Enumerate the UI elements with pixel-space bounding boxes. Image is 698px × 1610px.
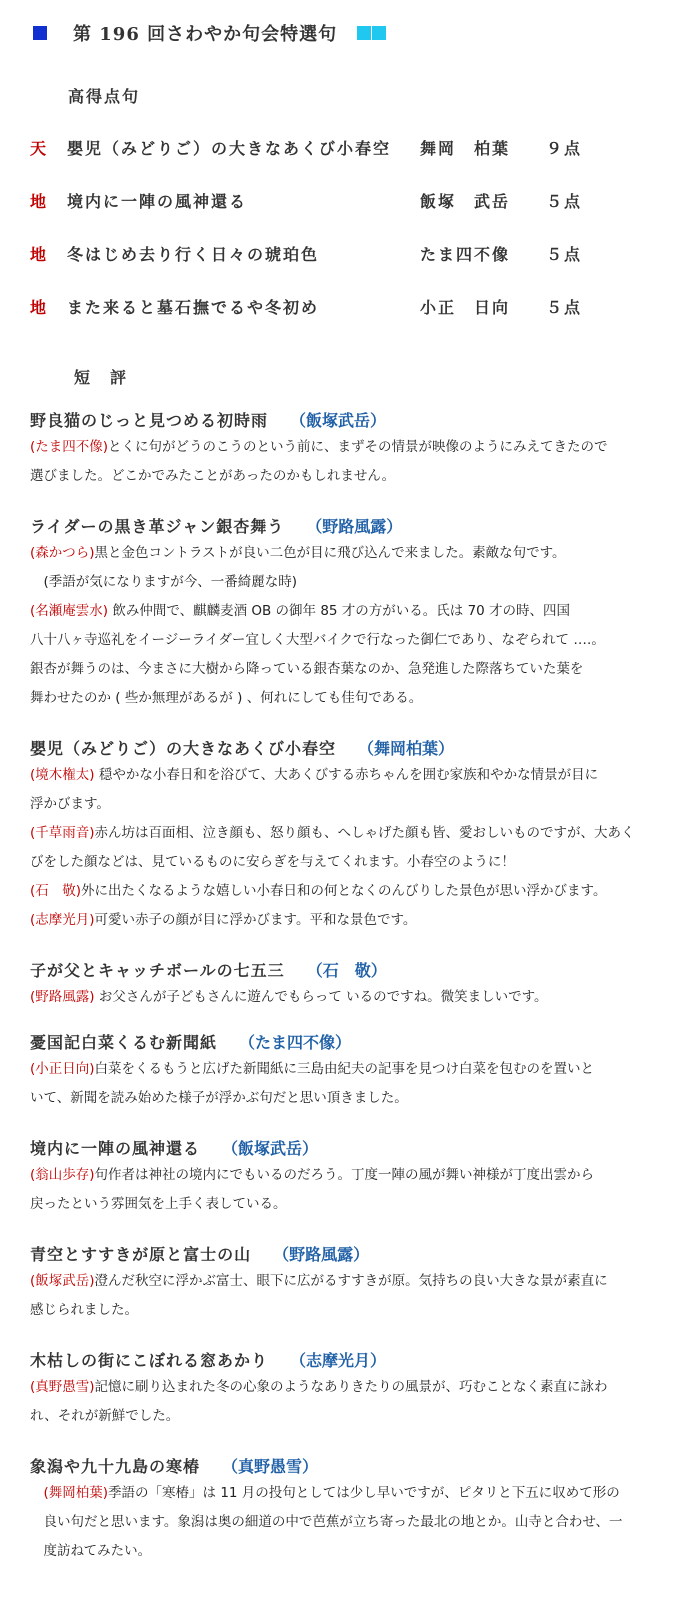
critique-author: （野路風露） bbox=[273, 1245, 370, 1264]
commenter-name: (たま四不像) bbox=[30, 439, 109, 455]
comment-text: 八十八ヶ寺巡礼をイージーライダー宜しく大型バイクで行なった御仁であり、なぞられて ‥‥。 bbox=[30, 632, 605, 648]
commenter-name: (境木権太) bbox=[30, 767, 95, 783]
critique-comment bbox=[30, 761, 670, 935]
comment-text: とくに句がどうのこうのという前に、まずその情景が映像のようにみえてきたので bbox=[108, 439, 608, 455]
haiku-author: 舞岡 柏葉 bbox=[420, 139, 511, 158]
haiku-author: 飯塚 武岳 bbox=[420, 192, 511, 211]
critique-haiku: 野良猫のじっと見つめる初時雨 bbox=[30, 411, 269, 430]
critique-haiku-title bbox=[30, 1242, 369, 1265]
comment-text: 銀杏が舞うのは、今まさに大樹から降っている銀杏葉なのか、急発進した際落ちていた葉を bbox=[30, 661, 584, 677]
critique-author: （舞岡柏葉） bbox=[358, 739, 455, 758]
critique-haiku-title bbox=[30, 736, 454, 759]
critique-comment bbox=[30, 1479, 670, 1566]
comment-text: 浮かびます。 bbox=[30, 796, 110, 812]
haiku-score: ５点 bbox=[546, 298, 583, 317]
comment-text: 赤ん坊は百面相、泣き顔も、怒り顔も、へしゃげた顔も皆、愛おしいものですが、大あく bbox=[94, 825, 635, 841]
comment-text: 黒と金色コントラストが良い二色が目に飛び込んで来ました。素敵な句です。 bbox=[94, 545, 566, 561]
critique-haiku: ライダーの黒き革ジャン銀杏舞う bbox=[30, 517, 285, 536]
cyan-square-icon bbox=[357, 26, 371, 40]
haiku-score: ９点 bbox=[546, 139, 583, 158]
critique-haiku: 嬰児（みどりご）の大きなあくび小春空 bbox=[30, 739, 337, 758]
critique-haiku: 子が父とキャッチボールの七五三 bbox=[30, 961, 285, 980]
commenter-name: (飯塚武岳) bbox=[30, 1273, 95, 1289]
comment-text: 季語の「寒椿」は 11 月の投句としては少し早いですが、ピタリと下五に収めて形の bbox=[108, 1485, 620, 1501]
critique-comment bbox=[30, 1267, 670, 1325]
critique-author: （飯塚武岳） bbox=[222, 1139, 319, 1158]
critique-comment bbox=[30, 433, 670, 491]
commenter-name: (森かつら) bbox=[30, 545, 95, 561]
critique-heading: 短 評 bbox=[74, 368, 129, 387]
rank-label: 地 bbox=[30, 192, 47, 211]
comment-text: 記憶に刷り込まれた冬の心象のようなありきたりの風景が、巧むことなく素直に詠わ bbox=[94, 1379, 608, 1395]
critique-author: （志摩光月） bbox=[290, 1351, 387, 1370]
comment-text: 戻ったという雰囲気を上手く表している。 bbox=[30, 1196, 287, 1212]
critique-haiku-title bbox=[30, 1030, 351, 1053]
comment-text: 外に出たくなるような嬉しい小春日和の何となくのんびりした景色が思い浮かびます。 bbox=[81, 883, 607, 899]
commenter-name: (舞岡柏葉) bbox=[30, 1485, 109, 1501]
haiku-score: ５点 bbox=[546, 192, 583, 211]
critique-haiku: 境内に一陣の風神還る bbox=[30, 1139, 201, 1158]
critique-haiku-title bbox=[30, 514, 402, 537]
haiku-author: 小正 日向 bbox=[420, 298, 511, 317]
critique-haiku-title bbox=[30, 408, 386, 431]
comment-text: (季語が気になりますが今、一番綺麗な時) bbox=[30, 574, 298, 590]
comment-text: 白菜をくるもうと広げた新聞紙に三島由紀夫の記事を見つけ白菜を包むのを置いと bbox=[94, 1061, 595, 1077]
critique-author: （野路風露） bbox=[306, 517, 403, 536]
critique-haiku: 木枯しの街にこぼれる窓あかり bbox=[30, 1351, 269, 1370]
comment-text: 良い句だと思います。象潟は奥の細道の中で芭蕉が立ち寄った最北の地とか。山寺と合わせ、一 bbox=[30, 1514, 623, 1530]
comment-text: 感じられました。 bbox=[30, 1302, 138, 1318]
rank-label: 天 bbox=[30, 139, 47, 158]
comment-text: びをした顔などは、見ているものに安らぎを与えてくれます。小春空のように！ bbox=[30, 854, 515, 870]
critique-haiku: 青空とすすきが原と富士の山 bbox=[30, 1245, 252, 1264]
rank-label: 地 bbox=[30, 245, 47, 264]
critique-haiku: 憂国記白菜くるむ新聞紙 bbox=[30, 1033, 218, 1052]
critique-author: （たま四不像） bbox=[239, 1033, 352, 1052]
comment-text: 穏やかな小春日和を浴びて、大あくびする赤ちゃんを囲む家族和やかな情景が目に bbox=[94, 767, 599, 783]
critique-haiku-title bbox=[30, 958, 387, 981]
commenter-name: (翁山歩存) bbox=[30, 1167, 95, 1183]
page-title: 第 196 回さわやか句会特選句 bbox=[73, 24, 338, 45]
critique-comment bbox=[30, 539, 670, 713]
haiku-author: たま四不像 bbox=[420, 245, 511, 264]
critique-author: （石 敬） bbox=[306, 961, 387, 980]
commenter-name: (志摩光月) bbox=[30, 912, 95, 928]
critique-comment bbox=[30, 983, 670, 1012]
critique-comment bbox=[30, 1161, 670, 1219]
comment-text: 度訪ねてみたい。 bbox=[30, 1543, 152, 1559]
haiku-text: また来ると墓石撫でるや冬初め bbox=[67, 298, 320, 317]
critique-haiku-title bbox=[30, 1454, 318, 1477]
blue-square-icon bbox=[33, 26, 47, 40]
commenter-name: (野路風露) bbox=[30, 989, 95, 1005]
title-row bbox=[33, 20, 386, 46]
comment-text: れ、それが新鮮でした。 bbox=[30, 1408, 180, 1424]
high-score-heading: 高得点句 bbox=[68, 87, 141, 106]
rank-label: 地 bbox=[30, 298, 47, 317]
comment-text: 選びました。どこかでみたことがあったのかもしれません。 bbox=[30, 468, 396, 484]
critique-haiku: 象潟や九十九島の寒椿 bbox=[30, 1457, 201, 1476]
critique-author: （飯塚武岳） bbox=[290, 411, 387, 430]
comment-text: いて、新聞を読み始めた様子が浮かぶ句だと思い頂きました。 bbox=[30, 1090, 408, 1106]
critique-comment bbox=[30, 1055, 670, 1113]
commenter-name: (千草雨音) bbox=[30, 825, 95, 841]
comment-text: 句作者は神社の境内にでもいるのだろう。丁度一陣の風が舞い神様が丁度出雲から bbox=[94, 1167, 595, 1183]
cyan-square-icon bbox=[372, 26, 386, 40]
haiku-text: 境内に一陣の風神還る bbox=[67, 192, 248, 211]
critique-haiku-title bbox=[30, 1136, 318, 1159]
haiku-score: ５点 bbox=[546, 245, 583, 264]
comment-text: 澄んだ秋空に浮かぶ富士、眼下に広がるすすきが原。気持ちの良い大きな景が素直に bbox=[94, 1273, 608, 1289]
comment-text: 可愛い赤子の顔が目に浮かびます。平和な景色です。 bbox=[94, 912, 417, 928]
commenter-name: (小正日向) bbox=[30, 1061, 95, 1077]
critique-haiku-title bbox=[30, 1348, 386, 1371]
critique-author: （真野愚雪） bbox=[222, 1457, 319, 1476]
commenter-name: (名瀬庵雲水) bbox=[30, 603, 109, 619]
comment-text: お父さんが子どもさんに遊んでもらって いるのですね。微笑ましいです。 bbox=[94, 989, 548, 1005]
commenter-name: (石 敬) bbox=[30, 883, 82, 899]
commenter-name: (真野愚雪) bbox=[30, 1379, 95, 1395]
comment-text: 舞わせたのか ( 些か無理があるが ) 、何れにしても佳句である。 bbox=[30, 690, 423, 706]
haiku-text: 冬はじめ去り行く日々の琥珀色 bbox=[67, 245, 320, 264]
critique-comment bbox=[30, 1373, 670, 1431]
comment-text: 飲み仲間で、麒麟麦酒 OB の御年 85 才の方がいる。氏は 70 才の時、四国 bbox=[108, 603, 571, 619]
haiku-text: 嬰児（みどりご）の大きなあくび小春空 bbox=[67, 139, 392, 158]
